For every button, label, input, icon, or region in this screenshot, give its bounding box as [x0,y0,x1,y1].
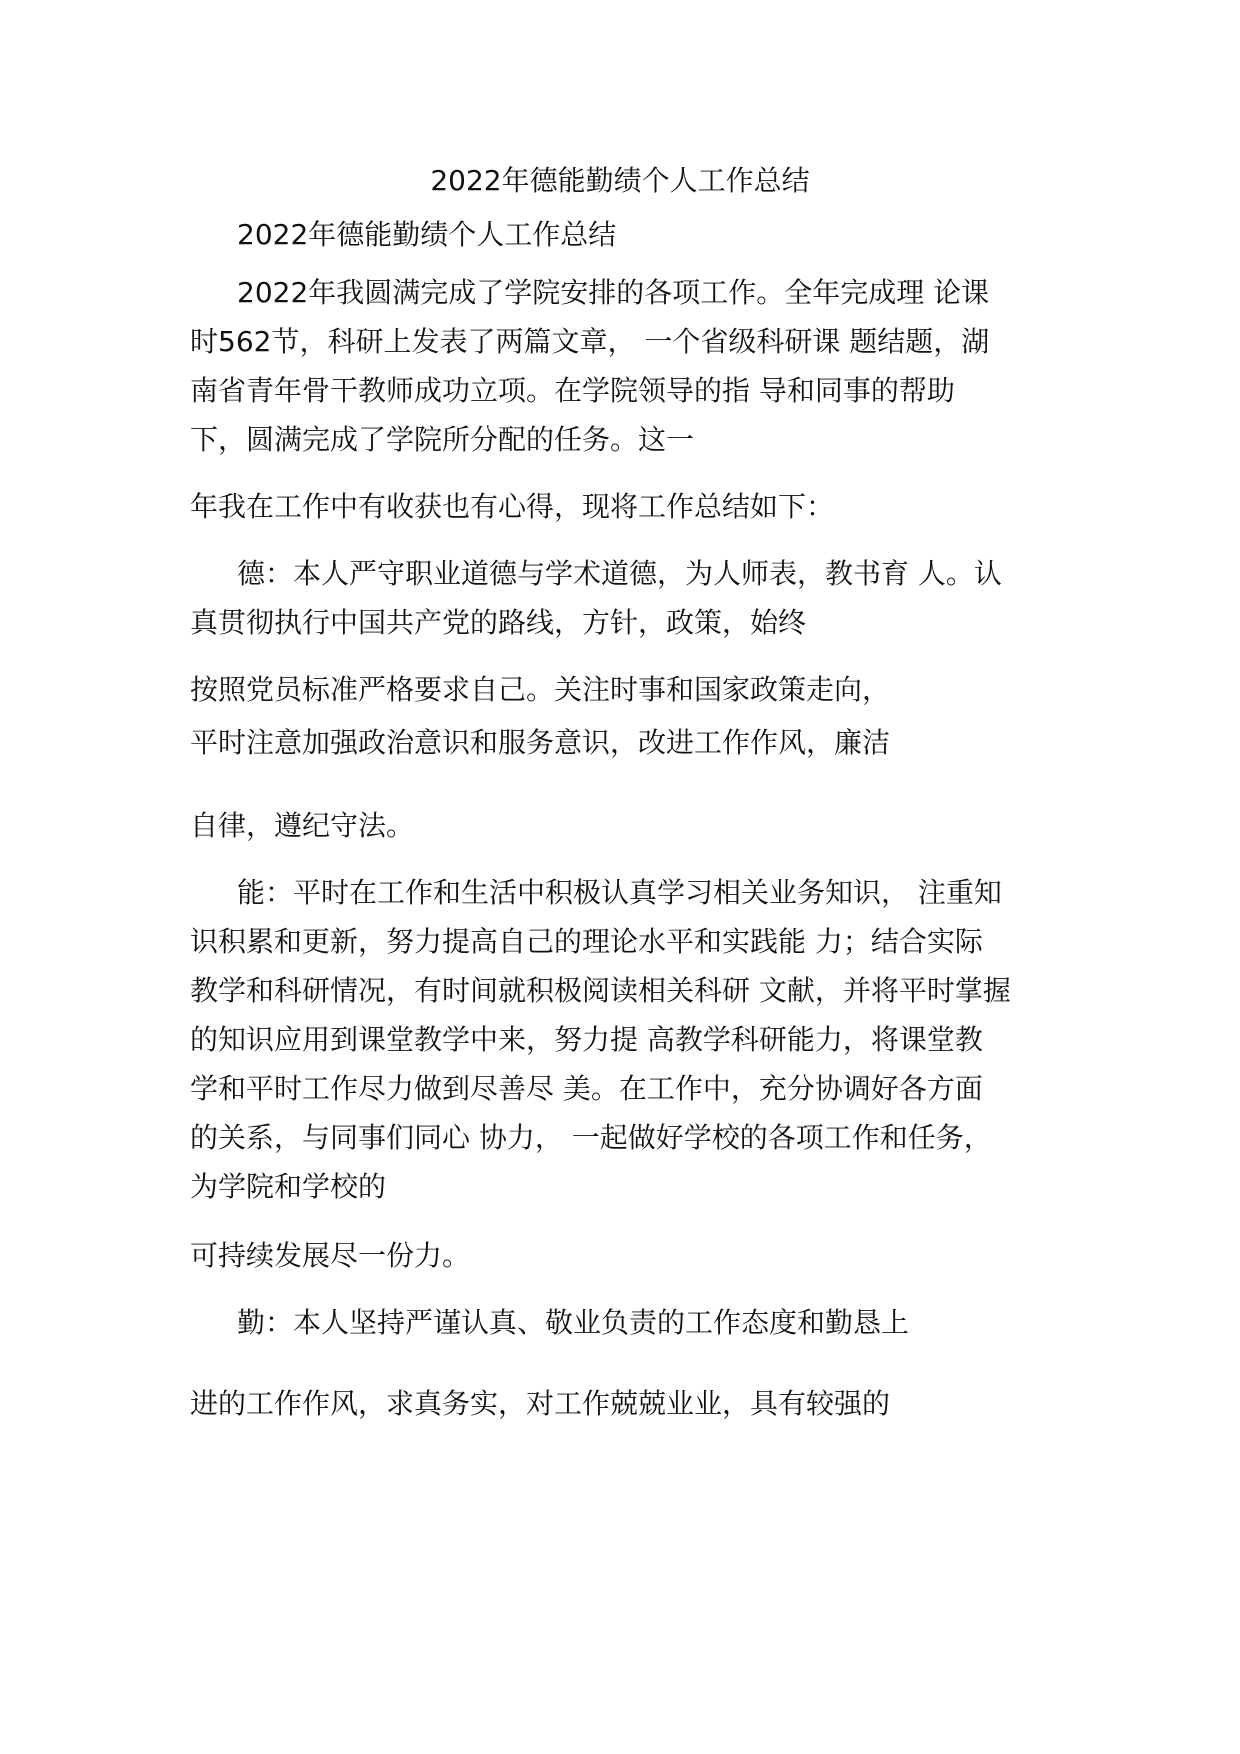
paragraph-line: 时562节，科研上发表了两篇文章， 一个省级科研课 题结题，湖 [190,325,990,358]
paragraph-line: 按照党员标准严格要求自己。关注时事和国家政策走向， [190,673,891,706]
document-title: 2022年德能勤绩个人工作总结 [430,164,810,197]
paragraph-line: 勤：本人坚持严谨认真、敬业负责的工作态度和勤恳上 [237,1306,910,1339]
paragraph-line: 能：平时在工作和生活中积极认真学习相关业务知识， 注重知 [237,876,1002,909]
paragraph-line: 学和平时工作尽力做到尽善尽 美。在工作中，充分协调好各方面 [190,1072,983,1105]
paragraph-line: 年我在工作中有收获也有心得，现将工作总结如下： [190,490,835,523]
paragraph-line: 自律，遵纪守法。 [190,809,415,842]
paragraph-line: 的知识应用到课堂教学中来，努力提 高教学科研能力，将课堂教 [190,1023,983,1056]
paragraph-line: 可持续发展尽一份力。 [190,1239,471,1272]
paragraph-line: 南省青年骨干教师成功立项。在学院领导的指 导和同事的帮助 [190,374,955,407]
paragraph-line: 教学和科研情况，有时间就积极阅读相关科研 文献，并将平时掌握 [190,974,1011,1007]
paragraph-line: 为学院和学校的 [190,1170,387,1203]
paragraph-line: 识积累和更新，努力提高自己的理论水平和实践能 力；结合实际 [190,925,983,958]
paragraph-line: 进的工作作风，求真务实，对工作兢兢业业，具有较强的 [190,1387,891,1420]
paragraph-line: 平时注意加强政治意识和服务意识，改进工作作风，廉洁 [190,726,891,759]
paragraph-line: 2022年我圆满完成了学院安排的各项工作。全年完成理 论课 [237,276,990,309]
paragraph-line: 下，圆满完成了学院所分配的任务。这一 [190,423,695,456]
subtitle-line: 2022年德能勤绩个人工作总结 [237,218,617,251]
paragraph-line: 德：本人严守职业道德与学术道德，为人师表，教书育 人。认 [237,557,1002,590]
paragraph-line: 的关系，与同事们同心 协力， 一起做好学校的各项工作和任务， [190,1121,992,1154]
paragraph-line: 真贯彻执行中国共产党的路线，方针，政策，始终 [190,606,807,639]
